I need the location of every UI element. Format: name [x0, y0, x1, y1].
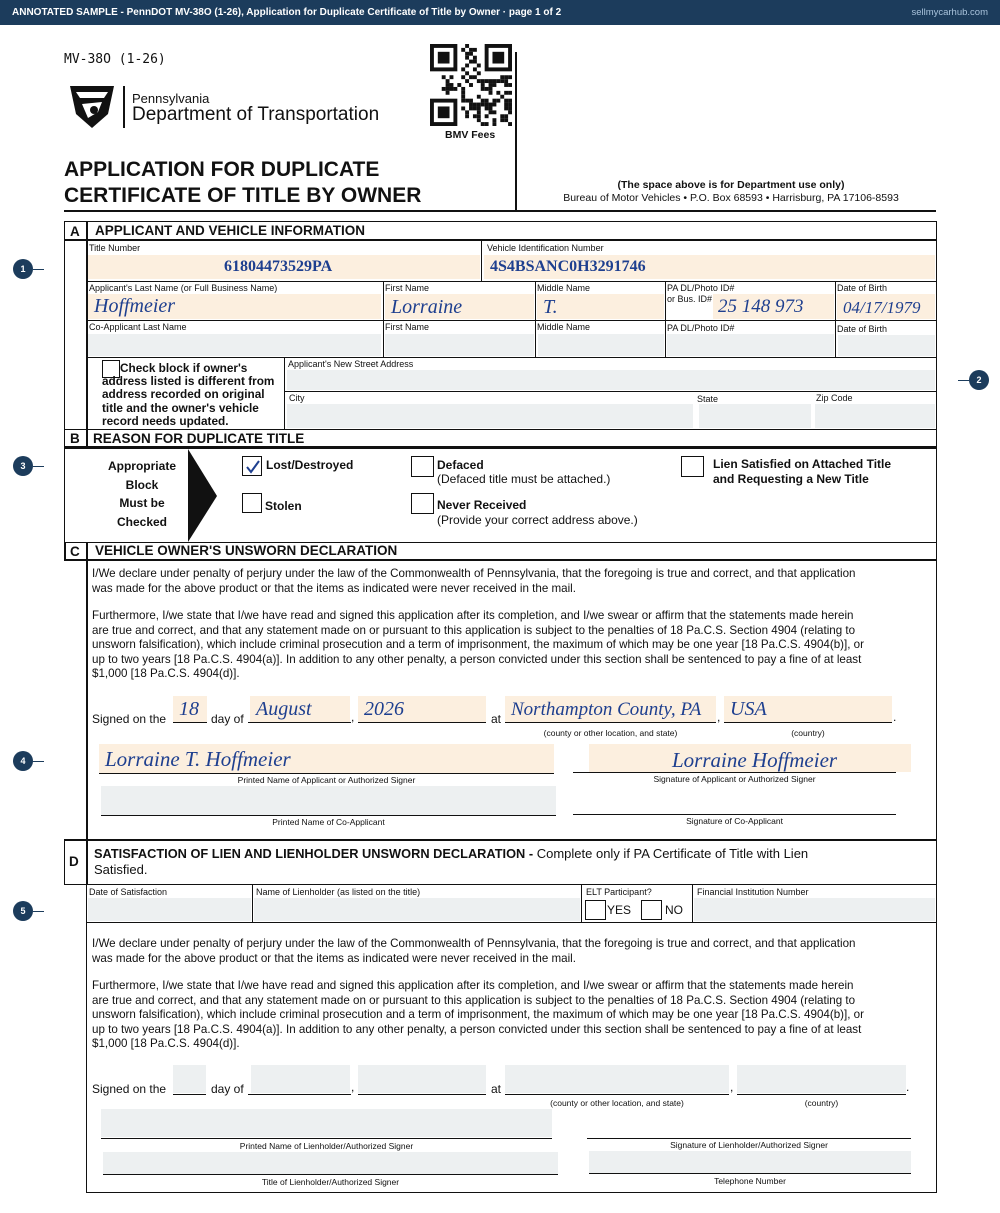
dob-field[interactable] [837, 294, 935, 319]
annotation-marker-4: 4 [13, 751, 33, 771]
arrow-note-line-4: Checked [116, 514, 168, 529]
address-change-line-4: title and the owner's vehicle [102, 400, 259, 415]
section-d-title [94, 846, 924, 878]
zip-label: Zip Code [816, 393, 853, 403]
city-label: City [289, 393, 305, 403]
row-d-divider-1 [252, 885, 253, 922]
sign-country-value: USA [730, 698, 767, 720]
city-field[interactable] [287, 404, 693, 428]
co-signature-caption: Signature of Co-Applicant [686, 816, 783, 826]
bureau-address: Bureau of Motor Vehicles • P.O. Box 68593 • Harrisburg, PA 17106-8593 [563, 192, 899, 204]
date-of-satisfaction-label: Date of Satisfaction [89, 887, 168, 897]
annotation-marker-2: 2 [969, 370, 989, 390]
section-d-title-rest: Complete only if PA Certificate of Title with Lien [533, 846, 809, 861]
day-of-text: day of [211, 712, 244, 726]
row3-divider-4 [835, 321, 836, 358]
decl-p2-line-5: $1,000 [18 Pa.C.S. 4904(d)]. [92, 667, 240, 681]
arrow-note-line-3: Must be [119, 496, 165, 510]
dept-line-2: Department of Transportation [132, 104, 380, 125]
comma-2: , [717, 710, 721, 724]
sign-year-underline [358, 722, 486, 723]
printed-name-value: Lorraine T. Hoffmeier [105, 747, 291, 771]
last-name-value: Hoffmeier [94, 295, 176, 317]
section-c-letter: C [70, 544, 80, 559]
lien-county-caption: (county or other location, and state) [550, 1098, 684, 1108]
section-c-left-edge [64, 542, 66, 560]
qr-code-icon [430, 44, 512, 126]
lien-sign-country-underline [737, 1094, 906, 1095]
form-title-line-2: CERTIFICATE OF TITLE BY OWNER [64, 184, 422, 207]
co-dl-label: PA DL/Photo ID# [667, 323, 735, 333]
section-d-title-bold: SATISFACTION OF LIEN AND LIENHOLDER UNSWORN DECLARATION - [94, 846, 534, 861]
row2-divider-3 [665, 282, 666, 320]
elt-yes-label: YES [607, 903, 632, 917]
lienholder-name-label: Name of Lienholder (as listed on the title) [256, 887, 421, 897]
section-b-letter: B [70, 431, 80, 446]
never-received-label: Never Received [437, 498, 527, 512]
decl-p2-line-1: Furthermore, I/we state that I/we have read and signed this application after its completion, and I/we swear or affirm that the statements made herein [92, 609, 854, 622]
declaration-paragraph-2 [92, 609, 922, 682]
co-first-name-field[interactable] [385, 334, 534, 356]
section-a-letter: A [70, 224, 80, 239]
telephone-field[interactable] [589, 1151, 911, 1173]
top-banner [0, 0, 1000, 25]
first-name-label: First Name [385, 283, 430, 293]
address-change-line-2: address listed is different from [102, 374, 275, 389]
printed-name-rule [99, 773, 554, 774]
financial-institution-field[interactable] [694, 898, 935, 921]
co-printed-name-rule [101, 815, 556, 816]
vin-value: 4S4BSANC0H3291746 [490, 258, 646, 275]
telephone-caption: Telephone Number [714, 1176, 786, 1186]
row2-divider-4 [835, 282, 836, 320]
lien-comma-1: , [351, 1080, 355, 1094]
vin-label: Vehicle Identification Number [487, 243, 604, 253]
county-caption: (county or other location, and state) [543, 728, 678, 738]
header-rule [64, 210, 936, 212]
co-middle-name-label: Middle Name [537, 322, 591, 332]
at-text: at [491, 712, 502, 726]
checkmark-icon [244, 458, 261, 475]
row3-rule [87, 357, 936, 358]
dl-label-line-2: or Bus. ID# [667, 294, 713, 304]
dept-line-1: Pennsylvania [132, 91, 210, 106]
lien-signed-on-text: Signed on the [92, 1082, 167, 1096]
annotation-marker-5: 5 [13, 901, 33, 921]
form-title [64, 157, 421, 209]
banner-title: ANNOTATED SAMPLE - PennDOT MV-38O (1-26), Application for Duplicate Certificate of Title by Owner · page 1 of 2 [12, 7, 562, 18]
address-change-line-3: address recorded on original [102, 387, 265, 402]
lien-decl-p1-line-2: was made for the above product or that the items as indicated were never received in the mail. [92, 951, 576, 965]
lien-sign-month-field[interactable] [251, 1065, 350, 1093]
address-divider [284, 358, 285, 429]
sign-month-field[interactable] [250, 696, 350, 722]
co-first-name-label: First Name [385, 322, 430, 332]
section-a-title-rule [64, 239, 937, 241]
dl-field[interactable] [713, 294, 834, 319]
lien-declaration-paragraph-1 [92, 937, 922, 966]
row-d-divider-3 [692, 885, 693, 922]
first-name-value: Lorraine [391, 296, 463, 318]
lien-sign-year-field[interactable] [358, 1065, 486, 1093]
sign-day-field[interactable] [173, 696, 207, 722]
lost-destroyed-checkbox[interactable] [242, 456, 262, 476]
sign-county-field[interactable] [505, 696, 716, 722]
co-dob-field[interactable] [838, 335, 935, 356]
section-b-title: REASON FOR DUPLICATE TITLE [93, 431, 305, 446]
lien-country-caption: (country) [804, 1098, 839, 1108]
printed-name-caption: Printed Name of Applicant or Authorized Signer [237, 775, 416, 785]
stolen-label: Stolen [265, 499, 302, 513]
street-label: Applicant's New Street Address [288, 359, 414, 369]
lienholder-signature-rule [587, 1138, 911, 1139]
co-signature-rule [573, 814, 896, 815]
dl-value: 25 148 973 [718, 296, 804, 317]
elt-label: ELT Participant? [586, 887, 652, 897]
title-number-value: 61804473529PA [224, 258, 333, 275]
lien-satisfied-line-2: and Requesting a New Title [713, 471, 869, 486]
lien-sign-month-underline [248, 1094, 351, 1095]
banner-site-link[interactable]: sellmycarhub.com [911, 7, 988, 18]
row2-divider-2 [535, 282, 536, 320]
sign-day-value: 18 [179, 698, 199, 720]
section-b-letter-divider [86, 429, 88, 448]
sign-year-value: 2026 [364, 698, 404, 720]
lienholder-signature-caption: Signature of Lienholder/Authorized Signer [670, 1140, 828, 1150]
row2-divider-1 [383, 282, 384, 320]
lien-at-text: at [491, 1082, 502, 1096]
decl-p1-line-1: I/We declare under penalty of perjury under the law of the Commonwealth of Pennsylvania, that the foregoing is true and correct, and that application [92, 567, 856, 580]
vin-field[interactable] [484, 255, 935, 279]
row1-rule [87, 281, 936, 282]
lien-satisfied-checkbox[interactable] [681, 456, 704, 477]
row2-rule [87, 320, 936, 321]
form-id: MV-38O (1-26) [64, 52, 166, 67]
section-c-title-rule [64, 559, 937, 561]
co-printed-name-caption: Printed Name of Co-Applicant [272, 817, 385, 827]
row3-divider-2 [535, 321, 536, 358]
keystone-logo-icon [68, 84, 116, 130]
lienholder-printed-name-caption: Printed Name of Lienholder/Authorized Signer [239, 1141, 414, 1151]
decl-p2-line-4: up to two years [18 Pa.C.S. 4904(a)]. In addition to any other penalty, a person convicted under this section shall be sentenced to pay a fine of at least [92, 652, 862, 666]
annotation-marker-3: 3 [13, 456, 33, 476]
sign-county-underline [505, 722, 716, 723]
applicant-signature-value: Lorraine Hoffmeier [672, 748, 838, 772]
period-text: . [893, 710, 897, 724]
lien-period-text: . [906, 1080, 910, 1094]
co-last-name-field[interactable] [88, 334, 381, 356]
sign-country-field[interactable] [724, 696, 892, 722]
lien-decl-p2-line-5: $1,000 [18 Pa.C.S. 4904(d)]. [92, 1037, 240, 1051]
co-dob-label: Date of Birth [837, 324, 888, 334]
country-caption: (country) [791, 728, 825, 738]
row3-divider-3 [665, 321, 666, 358]
middle-name-label: Middle Name [537, 283, 591, 293]
declaration-paragraph-1 [92, 567, 922, 596]
lienholder-printed-name-field[interactable] [101, 1109, 552, 1137]
street-field[interactable] [287, 370, 935, 390]
defaced-checkbox[interactable] [411, 456, 434, 477]
lien-satisfied-label [713, 457, 891, 486]
first-name-field[interactable] [385, 294, 534, 319]
applicant-signature-field[interactable] [589, 744, 911, 772]
row3-divider-1 [383, 321, 384, 358]
lien-decl-p2-line-1: Furthermore, I/we state that I/we have read and signed this application after its completion, and I/we swear or affirm that the statements made herein [92, 979, 854, 992]
section-d-letter: D [69, 854, 79, 869]
logo-divider [123, 86, 125, 128]
lien-sign-county-field[interactable] [505, 1065, 729, 1093]
appropriate-block-note [100, 457, 184, 531]
sign-month-value: August [256, 698, 312, 720]
defaced-note: (Defaced title must be attached.) [437, 472, 611, 486]
last-name-field[interactable] [88, 294, 381, 319]
co-printed-name-field[interactable] [101, 786, 556, 815]
lien-comma-2: , [730, 1080, 734, 1094]
lien-decl-p2-line-3: unsworn falsification), which include criminal prosecution and a term of imprisonment, the maximum of which may be one year [18 Pa.C.S. 4904(b)], or [92, 1008, 864, 1022]
lien-sign-day-underline [173, 1094, 206, 1095]
co-middle-name-field[interactable] [538, 334, 664, 356]
lien-sign-day-field[interactable] [173, 1065, 206, 1093]
sign-day-underline [173, 722, 207, 723]
signature-rule [573, 772, 896, 773]
printed-name-field[interactable] [99, 744, 554, 773]
section-d-letter-divider [86, 840, 88, 885]
dl-label-line-1: PA DL/Photo ID# [667, 283, 735, 293]
never-received-note: (Provide your correct address above.) [437, 513, 638, 527]
middle-name-field[interactable] [537, 294, 664, 319]
lienholder-name-field[interactable] [254, 898, 580, 921]
signature-caption: Signature of Applicant or Authorized Signer [653, 774, 816, 784]
lien-sign-county-underline [505, 1094, 729, 1095]
telephone-rule [589, 1173, 911, 1174]
section-a-title: APPLICANT AND VEHICLE INFORMATION [95, 223, 365, 238]
sign-county-value: Northampton County, PA [511, 699, 702, 720]
defaced-label: Defaced [437, 458, 484, 472]
never-received-checkbox[interactable] [411, 493, 434, 514]
lost-destroyed-label: Lost/Destroyed [266, 458, 354, 472]
dob-value: 04/17/1979 [843, 298, 921, 317]
row-d-divider-2 [581, 885, 582, 922]
sign-year-field[interactable] [358, 696, 486, 722]
section-c-letter-divider [86, 542, 88, 840]
address-change-note [102, 362, 274, 428]
lien-decl-p1-line-1: I/We declare under penalty of perjury under the law of the Commonwealth of Pennsylvania, that the foregoing is true and correct, and that application [92, 937, 856, 950]
co-dl-field[interactable] [667, 334, 834, 356]
lien-declaration-paragraph-2 [92, 979, 922, 1052]
dob-label: Date of Birth [837, 283, 888, 293]
elt-no-checkbox[interactable] [641, 900, 662, 920]
signed-on-text: Signed on the [92, 712, 167, 726]
annotation-marker-1: 1 [13, 259, 33, 279]
section-d-title-rest-2: Satisfied. [94, 862, 148, 877]
address-change-line-5: record needs updated. [102, 413, 229, 428]
arrow-pointer-icon [188, 449, 218, 542]
lien-satisfied-line-1: Lien Satisfied on Attached Title [713, 457, 892, 471]
state-label: State [697, 394, 719, 404]
decl-p1-line-2: was made for the above product or that the items as indicated were never received in the mail. [92, 581, 576, 595]
elt-no-label: NO [665, 903, 683, 917]
lienholder-title-caption: Title of Lienholder/Authorized Signer [261, 1177, 400, 1187]
arrow-note-line-2: Block [125, 477, 159, 492]
sign-month-underline [248, 722, 351, 723]
lienholder-printed-name-rule [101, 1138, 552, 1139]
stolen-checkbox[interactable] [242, 493, 262, 513]
lien-sign-country-field[interactable] [737, 1065, 906, 1093]
lien-day-of-text: day of [211, 1082, 244, 1096]
state-field[interactable] [699, 404, 811, 428]
form-title-line-1: APPLICATION FOR DUPLICATE [64, 158, 380, 181]
title-number-label: Title Number [89, 243, 141, 253]
sign-country-underline [724, 722, 892, 723]
address-change-line-1: Check block if owner's [120, 361, 248, 375]
co-last-name-label: Co-Applicant Last Name [89, 322, 187, 332]
date-of-satisfaction-field[interactable] [88, 898, 251, 921]
financial-institution-label: Financial Institution Number [697, 887, 809, 897]
row1-divider [481, 240, 482, 281]
street-rule [285, 391, 936, 392]
last-name-label: Applicant's Last Name (or Full Business Name) [89, 283, 278, 293]
title-number-field[interactable] [88, 255, 480, 279]
zip-field[interactable] [815, 404, 935, 428]
arrow-note-line-1: Appropriate [107, 459, 176, 473]
row-d-rule [87, 922, 936, 923]
elt-yes-checkbox[interactable] [585, 900, 606, 920]
lien-decl-p2-line-4: up to two years [18 Pa.C.S. 4904(a)]. In addition to any other penalty, a person convicted under this section shall be sentenced to pay a fine of at least [92, 1022, 862, 1036]
middle-name-value: T. [543, 296, 558, 318]
lien-sign-year-underline [358, 1094, 486, 1095]
lienholder-title-field[interactable] [103, 1152, 558, 1174]
dept-use-note: (The space above is for Department use only) [617, 179, 845, 191]
section-c-title: VEHICLE OWNER'S UNSWORN DECLARATION [95, 543, 398, 558]
lien-decl-p2-line-2: are true and correct, and that any statement made on or pursuant to this application is subject to the penalties of 18 Pa.C.S. Section 4904 (relating to [92, 993, 856, 1007]
decl-p2-line-3: unsworn falsification), which include criminal prosecution and a term of imprisonment, the maximum of which may be one year [18 Pa.C.S. 4904(b)], or [92, 638, 864, 652]
bmv-fees-label: BMV Fees [445, 129, 496, 141]
comma-1: , [351, 710, 355, 724]
lienholder-title-rule [103, 1174, 558, 1175]
decl-p2-line-2: are true and correct, and that any statement made on or pursuant to this application is subject to the penalties of 18 Pa.C.S. Section 4904 (relating to [92, 623, 856, 637]
